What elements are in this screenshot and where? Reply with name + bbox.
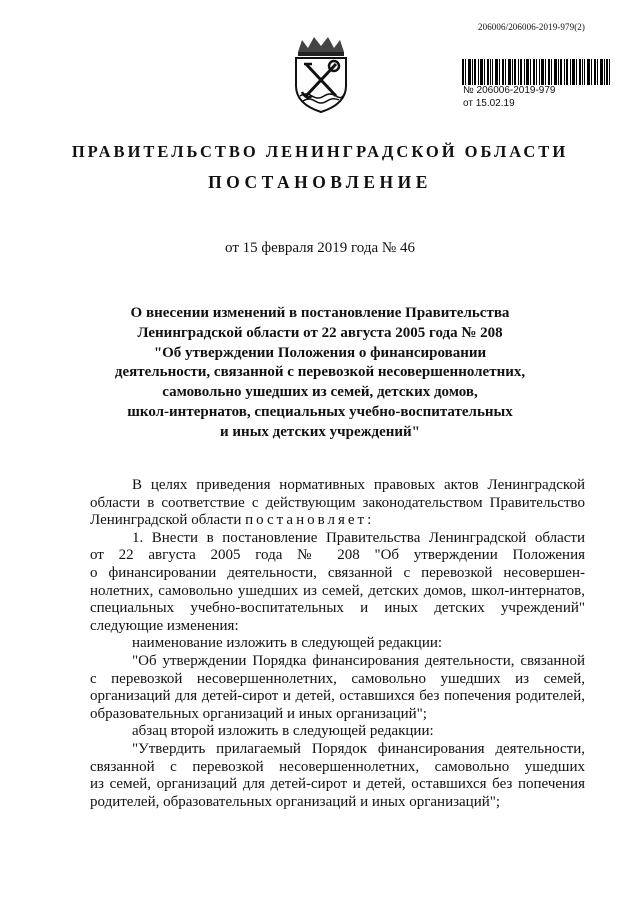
document-body [90,477,585,811]
heading-line: "Об утверждении Положения о финансировании [153,344,487,361]
organization-name: ПРАВИТЕЛЬСТВО ЛЕНИНГРАДСКОЙ ОБЛАСТИ [71,142,569,161]
body-line: абзац второй изложить в следующей редакции: [132,723,434,740]
document-heading [90,304,550,443]
body-line [90,512,585,530]
heading-line: деятельности, связанной с перевозкой несовершеннолетних, [114,364,526,381]
document-date-number: от 15 февраля 2019 года № 46 [225,240,415,256]
registration-code: 206006/206006-2019-979(2) [478,22,585,32]
barcode-number: № 206006-2019-979 [463,85,556,96]
body-line: области в соответствие с действующим законодательством Правительство [90,494,585,511]
body-line: о финансировании деятельности, связанной с перевозкой несовершен- [90,564,585,581]
body-text: Ленинградской области [90,512,246,529]
coat-of-arms-emblem [290,34,352,116]
document-type: ПОСТАНОВЛЕНИЕ [208,172,432,192]
resolves-word: постановляет: [245,512,375,529]
barcode-date: от 15.02.19 [463,98,515,109]
body-line: образовательных организаций и иных организаций"; [90,705,427,722]
body-line: с перевозкой несовершеннолетних, самовольно ушедших из семей, [90,670,585,687]
body-line: от 22 августа 2005 года № 208 "Об утверждении Положения [90,547,585,564]
body-line: специальных учебно-воспитательных и иных детских учреждений" [90,600,585,617]
body-line: родителей, образовательных организаций и иных организаций"; [90,793,501,810]
body-line: 1. Внести в постановление Правительства Ленинградской области [132,529,585,546]
heading-line: и иных детских учреждений" [220,423,420,440]
heading-line: Ленинградской области от 22 августа 2005 года № 208 [137,324,503,341]
body-line: из семей, организаций для детей-сирот и детей, оставшихся без попечения [90,776,585,793]
heading-line: О внесении изменений в постановление Правительства [130,305,510,321]
body-line: организаций для детей-сирот и детей, оставшихся без попечения родителей, [90,688,585,705]
heading-line: самовольно ушедших из семей, детских домов, [162,384,478,401]
body-line: "Об утверждении Порядка финансирования деятельности, связанной [132,652,585,669]
body-line: "Утвердить прилагаемый Порядок финансирования деятельности, [132,740,585,757]
body-line: наименование изложить в следующей редакции: [132,635,443,652]
body-line: нолетних, самовольно ушедших из семей, детских домов, школ-интернатов, [90,582,585,599]
body-line: следующие изменения: [90,617,239,634]
body-line: В целях приведения нормативных правовых актов Ленинградской [132,477,585,493]
heading-line: школ-интернатов, специальных учебно-воспитательных [127,403,513,420]
barcode [462,59,610,85]
body-line: связанной с перевозкой несовершеннолетних, самовольно ушедших [90,758,585,775]
